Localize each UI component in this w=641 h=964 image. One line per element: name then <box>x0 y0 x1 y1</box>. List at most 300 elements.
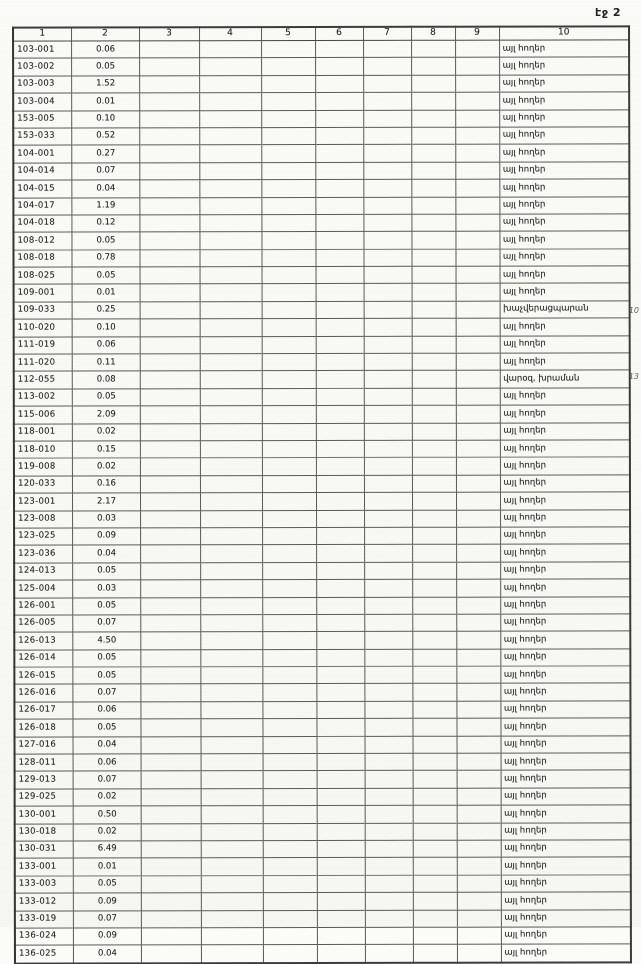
cell-empty <box>412 631 456 648</box>
cell-code: 126-016 <box>14 684 72 702</box>
cell-empty <box>140 476 200 494</box>
cell-code: 126-005 <box>14 615 72 633</box>
cell-empty <box>139 145 199 163</box>
cell-land-type: այլ հողեր <box>499 162 629 180</box>
cell-empty <box>199 128 261 146</box>
cell-empty <box>364 266 412 283</box>
cell-empty <box>141 945 201 963</box>
cell-empty <box>457 875 501 892</box>
cell-empty <box>412 405 456 422</box>
table-row <box>14 683 630 702</box>
cell-area: 0.05 <box>72 667 140 685</box>
cell-empty <box>363 145 411 162</box>
cell-empty <box>364 301 412 318</box>
cell-area: 1.52 <box>71 76 139 94</box>
table-row <box>14 492 630 511</box>
cell-empty <box>315 249 363 266</box>
cell-empty <box>457 753 501 770</box>
cell-empty <box>316 458 364 475</box>
cell-area: 0.07 <box>72 615 140 633</box>
table-row <box>13 92 629 111</box>
cell-empty <box>363 58 411 75</box>
cell-empty <box>139 249 199 267</box>
cell-area: 1.19 <box>71 197 139 215</box>
cell-empty <box>316 510 364 527</box>
cell-empty <box>317 788 365 805</box>
cell-empty <box>364 475 412 492</box>
cell-empty <box>412 475 456 492</box>
cell-empty <box>263 823 317 841</box>
cell-area: 0.10 <box>72 319 140 337</box>
table-row <box>14 353 630 372</box>
cell-code: 133-003 <box>15 876 73 894</box>
cell-empty <box>456 666 500 683</box>
cell-empty <box>457 788 501 805</box>
cell-empty <box>200 423 262 441</box>
cell-empty <box>456 301 500 318</box>
cell-code: 136-025 <box>15 945 73 963</box>
cell-empty <box>200 615 262 633</box>
cell-empty <box>317 945 365 963</box>
cell-empty <box>262 458 316 476</box>
cell-empty <box>411 145 455 162</box>
cell-land-type: այլ հողեր <box>501 927 631 945</box>
cell-area: 0.50 <box>73 806 141 824</box>
cell-empty <box>456 405 500 422</box>
cell-empty <box>262 423 316 441</box>
table-row <box>15 927 631 946</box>
cell-empty <box>141 736 201 754</box>
cell-empty <box>456 631 500 648</box>
cell-empty <box>364 336 412 353</box>
cell-empty <box>364 423 412 440</box>
table-row <box>15 857 631 876</box>
cell-empty <box>263 788 317 806</box>
cell-area: 0.06 <box>72 702 140 720</box>
cell-empty <box>262 354 316 372</box>
cell-empty <box>140 423 200 441</box>
cell-code: 136-024 <box>15 928 73 946</box>
cell-empty <box>263 754 317 772</box>
cell-land-type: այլ հողեր <box>500 701 630 719</box>
cell-empty <box>317 910 365 927</box>
cell-empty <box>140 667 200 685</box>
cell-code: 123-001 <box>14 493 72 511</box>
cell-land-type: այլ հողեր <box>501 857 631 875</box>
table-row <box>14 649 630 668</box>
cell-empty <box>200 267 262 285</box>
cell-empty <box>261 41 315 59</box>
cell-land-type: այլ հողեր <box>499 179 629 197</box>
cell-empty <box>412 684 456 701</box>
cell-empty <box>200 319 262 337</box>
cell-empty <box>456 475 500 492</box>
cell-area: 0.09 <box>72 528 140 546</box>
cell-code: 127-016 <box>15 737 73 755</box>
cell-empty <box>412 318 456 335</box>
cell-empty <box>141 928 201 946</box>
cell-empty <box>455 110 499 127</box>
cell-empty <box>413 892 457 909</box>
cell-area: 0.10 <box>71 110 139 128</box>
cell-empty <box>363 249 411 266</box>
cell-empty <box>455 127 499 144</box>
cell-empty <box>456 562 500 579</box>
cell-empty <box>315 197 363 214</box>
header-cell: 9 <box>455 27 499 41</box>
cell-empty <box>315 232 363 249</box>
cell-empty <box>317 927 365 944</box>
cell-empty <box>456 423 500 440</box>
cell-empty <box>263 893 317 911</box>
cell-empty <box>262 406 316 424</box>
table-row <box>14 457 630 476</box>
cell-empty <box>201 841 263 859</box>
cell-empty <box>140 597 200 615</box>
cell-empty <box>316 666 364 683</box>
cell-empty <box>140 302 200 320</box>
table-row <box>14 422 630 441</box>
cell-empty <box>315 180 363 197</box>
cell-empty <box>363 232 411 249</box>
cell-land-type: այլ հողեր <box>499 57 629 75</box>
cell-empty <box>412 336 456 353</box>
cell-code: 118-010 <box>14 441 72 459</box>
cell-code: 126-014 <box>14 650 72 668</box>
cell-empty <box>413 788 457 805</box>
cell-empty <box>455 197 499 214</box>
cell-area: 0.05 <box>73 876 141 894</box>
table-row <box>14 596 630 615</box>
cell-land-type: այլ հողեր <box>501 770 631 788</box>
cell-area: 0.07 <box>73 910 141 928</box>
cell-empty <box>363 179 411 196</box>
cell-empty <box>316 597 364 614</box>
table-row <box>14 266 630 285</box>
cell-empty <box>365 823 413 840</box>
cell-empty <box>261 232 315 250</box>
cell-code: 130-018 <box>15 824 73 842</box>
table-row <box>13 57 629 76</box>
cell-empty <box>365 892 413 909</box>
cell-empty <box>363 75 411 92</box>
cell-empty <box>365 875 413 892</box>
cell-empty <box>316 614 364 631</box>
cell-empty <box>316 423 364 440</box>
cell-code: 104-014 <box>13 163 71 181</box>
cell-empty <box>456 544 500 561</box>
cell-empty <box>141 910 201 928</box>
cell-land-type: այլ հողեր <box>500 718 630 736</box>
table-row <box>14 405 630 424</box>
cell-empty <box>456 458 500 475</box>
cell-empty <box>365 753 413 770</box>
cell-empty <box>364 492 412 509</box>
cell-empty <box>365 945 413 963</box>
table-row <box>14 527 630 546</box>
data-table <box>12 25 632 964</box>
cell-empty <box>139 76 199 94</box>
cell-code: 125-004 <box>14 580 72 598</box>
cell-empty <box>456 353 500 370</box>
cell-area: 0.11 <box>72 354 140 372</box>
table-row <box>15 909 631 928</box>
cell-empty <box>412 545 456 562</box>
header-cell: 2 <box>71 27 139 41</box>
cell-empty <box>412 579 456 596</box>
cell-empty <box>363 127 411 144</box>
cell-area: 0.08 <box>72 371 140 389</box>
table-row <box>15 735 631 754</box>
cell-empty <box>411 92 455 109</box>
cell-code: 129-025 <box>15 789 73 807</box>
cell-empty <box>200 528 262 546</box>
cell-empty <box>263 736 317 754</box>
table-row <box>15 788 631 807</box>
cell-empty <box>199 249 261 267</box>
cell-empty <box>317 806 365 823</box>
cell-land-type: այլ հողեր <box>501 892 631 910</box>
cell-empty <box>412 353 456 370</box>
cell-area: 0.01 <box>72 284 140 302</box>
cell-empty <box>364 440 412 457</box>
cell-empty <box>412 423 456 440</box>
cell-empty <box>262 336 316 354</box>
cell-code: 110-020 <box>14 319 72 337</box>
cell-land-type: այլ հողեր <box>499 75 629 93</box>
cell-empty <box>411 249 455 266</box>
cell-empty <box>411 197 455 214</box>
cell-land-type: այլ հողեր <box>499 196 629 214</box>
header-cell: 10 <box>499 26 629 40</box>
cell-empty <box>317 771 365 788</box>
cell-area: 0.02 <box>73 823 141 841</box>
cell-area: 0.04 <box>73 945 141 963</box>
cell-empty <box>140 336 200 354</box>
cell-code: 104-001 <box>13 145 71 163</box>
cell-land-type: այլ հողեր <box>501 753 631 771</box>
table-row <box>15 944 631 963</box>
page-label: էջ 2 <box>595 6 621 19</box>
cell-area: 0.01 <box>73 858 141 876</box>
cell-land-type: այլ հողեր <box>501 735 631 753</box>
cell-empty <box>262 319 316 337</box>
cell-empty <box>140 562 200 580</box>
cell-empty <box>315 145 363 162</box>
cell-empty <box>317 736 365 753</box>
cell-empty <box>200 719 262 737</box>
cell-empty <box>413 875 457 892</box>
cell-empty <box>456 579 500 596</box>
cell-empty <box>261 197 315 215</box>
cell-empty <box>263 806 317 824</box>
header-cell: 8 <box>411 27 455 41</box>
cell-empty <box>316 649 364 666</box>
cell-empty <box>456 510 500 527</box>
cell-empty <box>140 702 200 720</box>
cell-empty <box>363 92 411 109</box>
cell-empty <box>364 527 412 544</box>
cell-empty <box>140 649 200 667</box>
cell-area: 0.05 <box>72 563 140 581</box>
cell-code: 109-033 <box>14 302 72 320</box>
cell-land-type: այլ հողեր <box>500 283 630 301</box>
cell-empty <box>316 336 364 353</box>
cell-empty <box>365 736 413 753</box>
cell-empty <box>261 75 315 93</box>
cell-code: 133-019 <box>15 911 73 929</box>
cell-empty <box>316 301 364 318</box>
cell-area: 0.05 <box>72 719 140 737</box>
cell-empty <box>199 58 261 76</box>
cell-land-type: այլ հողեր <box>501 875 631 893</box>
cell-empty <box>261 58 315 76</box>
cell-empty <box>364 458 412 475</box>
cell-empty <box>363 214 411 231</box>
header-cell: 6 <box>315 27 363 41</box>
cell-land-type: այլ հողեր <box>500 318 630 336</box>
cell-land-type: այլ հողեր <box>500 562 630 580</box>
cell-empty <box>140 545 200 563</box>
cell-empty <box>413 858 457 875</box>
table-row <box>15 753 631 772</box>
cell-empty <box>199 41 261 59</box>
cell-empty <box>316 527 364 544</box>
cell-land-type: վարօզ, խրաման <box>500 370 630 388</box>
cell-land-type: այլ հողեր <box>500 266 630 284</box>
cell-empty <box>200 388 262 406</box>
cell-empty <box>316 475 364 492</box>
cell-area: 0.07 <box>73 771 141 789</box>
cell-empty <box>413 840 457 857</box>
cell-land-type: այլ հողեր <box>499 127 629 145</box>
table-row <box>14 301 630 320</box>
cell-empty <box>364 353 412 370</box>
cell-empty <box>457 736 501 753</box>
cell-code: 133-012 <box>15 893 73 911</box>
cell-empty <box>365 858 413 875</box>
cell-empty <box>139 162 199 180</box>
cell-area: 0.05 <box>72 267 140 285</box>
cell-empty <box>455 75 499 92</box>
cell-empty <box>140 580 200 598</box>
table-row <box>15 875 631 894</box>
cell-empty <box>139 197 199 215</box>
cell-empty <box>261 93 315 111</box>
cell-area: 0.04 <box>71 180 139 198</box>
cell-area: 2.17 <box>72 493 140 511</box>
cell-empty <box>200 667 262 685</box>
cell-empty <box>261 180 315 198</box>
cell-empty <box>412 388 456 405</box>
cell-empty <box>412 666 456 683</box>
cell-empty <box>412 492 456 509</box>
cell-code: 108-018 <box>13 250 71 268</box>
cell-empty <box>364 719 412 736</box>
cell-area: 6.49 <box>73 841 141 859</box>
cell-empty <box>140 615 200 633</box>
cell-empty <box>412 701 456 718</box>
cell-empty <box>364 684 412 701</box>
cell-empty <box>200 475 262 493</box>
cell-empty <box>140 528 200 546</box>
cell-code: 108-012 <box>13 232 71 250</box>
header-cell: 5 <box>261 27 315 41</box>
cell-empty <box>141 806 201 824</box>
table-row <box>15 840 631 859</box>
cell-land-type: այլ հողեր <box>501 909 631 927</box>
cell-land-type: այլ հողեր <box>501 944 631 962</box>
cell-empty <box>411 179 455 196</box>
cell-land-type: այլ հողեր <box>500 614 630 632</box>
cell-empty <box>200 510 262 528</box>
cell-empty <box>364 666 412 683</box>
cell-empty <box>200 562 262 580</box>
cell-land-type: խաչվերացպարան <box>500 301 630 319</box>
table-row <box>13 144 629 163</box>
cell-empty <box>199 162 261 180</box>
cell-empty <box>139 215 199 233</box>
cell-land-type: այլ հողեր <box>500 544 630 562</box>
cell-empty <box>412 284 456 301</box>
cell-empty <box>316 719 364 736</box>
cell-empty <box>316 440 364 457</box>
table-row <box>14 475 630 494</box>
header-cell: 4 <box>199 27 261 41</box>
cell-empty <box>139 180 199 198</box>
cell-empty <box>456 614 500 631</box>
cell-empty <box>200 684 262 702</box>
cell-empty <box>316 371 364 388</box>
cell-empty <box>140 389 200 407</box>
cell-empty <box>412 440 456 457</box>
cell-area: 0.15 <box>72 441 140 459</box>
cell-empty <box>411 232 455 249</box>
cell-empty <box>262 267 316 285</box>
cell-area: 0.04 <box>72 545 140 563</box>
cell-code: 128-011 <box>15 754 73 772</box>
cell-area: 0.02 <box>73 789 141 807</box>
cell-empty <box>200 458 262 476</box>
cell-empty <box>262 388 316 406</box>
cell-land-type: այլ հողեր <box>500 683 630 701</box>
cell-empty <box>201 893 263 911</box>
cell-empty <box>141 858 201 876</box>
cell-empty <box>199 197 261 215</box>
cell-area: 0.16 <box>72 476 140 494</box>
cell-empty <box>315 93 363 110</box>
cell-empty <box>201 823 263 841</box>
table-row <box>13 40 629 59</box>
cell-code: 103-003 <box>13 76 71 94</box>
table-row <box>13 109 629 128</box>
cell-empty <box>262 684 316 702</box>
cell-code: 103-002 <box>13 58 71 76</box>
cell-empty <box>413 945 457 963</box>
cell-land-type: այլ հողեր <box>500 649 630 667</box>
header-cell: 3 <box>139 27 199 41</box>
cell-empty <box>364 614 412 631</box>
cell-empty <box>316 406 364 423</box>
table-row <box>14 318 630 337</box>
cell-empty <box>411 214 455 231</box>
cell-empty <box>411 127 455 144</box>
cell-empty <box>263 840 317 858</box>
table-row <box>13 162 629 181</box>
cell-empty <box>201 771 263 789</box>
cell-empty <box>200 354 262 372</box>
header-cell: 7 <box>363 27 411 41</box>
